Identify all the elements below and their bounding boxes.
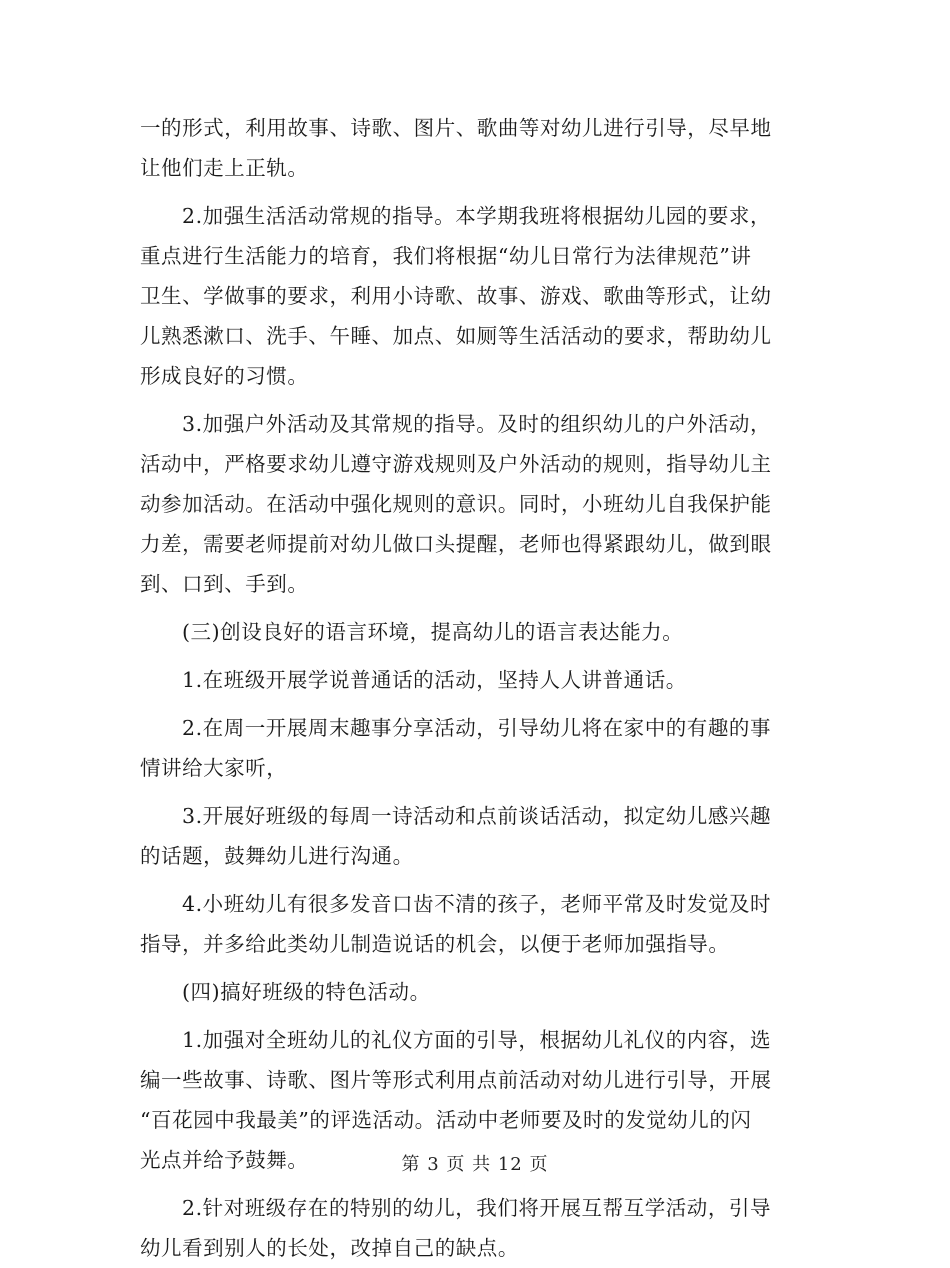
text-line: “百花园中我最美”的评选活动。活动中老师要及时的发觉幼儿的闪	[140, 1108, 752, 1132]
text-line: 让他们走上正轨。	[140, 156, 309, 180]
text-line: 2.在周一开展周末趣事分享活动，引导幼儿将在家中的有趣的事	[182, 716, 772, 740]
text-line: 4.小班幼儿有很多发音口齿不清的孩子，老师平常及时发觉及时	[182, 892, 772, 916]
text-line: 一的形式，利用故事、诗歌、图片、歌曲等对幼儿进行引导，尽早地	[140, 116, 772, 140]
text-line: 到、口到、手到。	[140, 572, 309, 596]
text-line: 卫生、学做事的要求，利用小诗歌、故事、游戏、歌曲等形式，让幼	[140, 284, 772, 308]
text-line: 编一些故事、诗歌、图片等形式利用点前活动对幼儿进行引导，开展	[140, 1068, 772, 1092]
text-line: 的话题，鼓舞幼儿进行沟通。	[140, 844, 414, 868]
text-line: 儿熟悉漱口、洗手、午睡、加点、如厕等生活活动的要求，帮助幼儿	[140, 324, 772, 348]
text-line: 形成良好的习惯。	[140, 364, 309, 388]
text-line: 2.加强生活活动常规的指导。本学期我班将根据幼儿园的要求，	[182, 204, 772, 228]
text-line: 重点进行生活能力的培育，我们将根据“幼儿日常行为法律规范”讲	[140, 244, 752, 268]
text-line: 1.在班级开展学说普通话的活动，坚持人人讲普通话。	[182, 668, 687, 692]
text-line: 指导，并多给此类幼儿制造说话的机会，以便于老师加强指导。	[140, 932, 730, 956]
text-line: 2.针对班级存在的特别的幼儿，我们将开展互帮互学活动，引导	[182, 1196, 772, 1220]
text-line: 幼儿看到别人的长处，改掉自己的缺点。	[140, 1236, 519, 1260]
text-line: 光点并给予鼓舞。	[140, 1148, 309, 1172]
section-heading: (四)搞好班级的特色活动。	[182, 980, 431, 1004]
text-line: 情讲给大家听，	[140, 756, 288, 780]
text-line: 力差，需要老师提前对幼儿做口头提醒，老师也得紧跟幼儿，做到眼	[140, 532, 772, 556]
text-line: 3.开展好班级的每周一诗活动和点前谈话活动，拟定幼儿感兴趣	[182, 804, 772, 828]
text-line: 动参加活动。在活动中强化规则的意识。同时，小班幼儿自我保护能	[140, 492, 772, 516]
text-line: 活动中，严格要求幼儿遵守游戏规则及户外活动的规则，指导幼儿主	[140, 452, 772, 476]
section-heading: (三)创设良好的语言环境，提高幼儿的语言表达能力。	[182, 620, 684, 644]
text-line: 1.加强对全班幼儿的礼仪方面的引导，根据幼儿礼仪的内容，选	[182, 1028, 772, 1052]
text-line: 3.加强户外活动及其常规的指导。及时的组织幼儿的户外活动，	[182, 412, 772, 436]
page-number-footer: 第 3 页 共 12 页	[401, 1154, 549, 1175]
